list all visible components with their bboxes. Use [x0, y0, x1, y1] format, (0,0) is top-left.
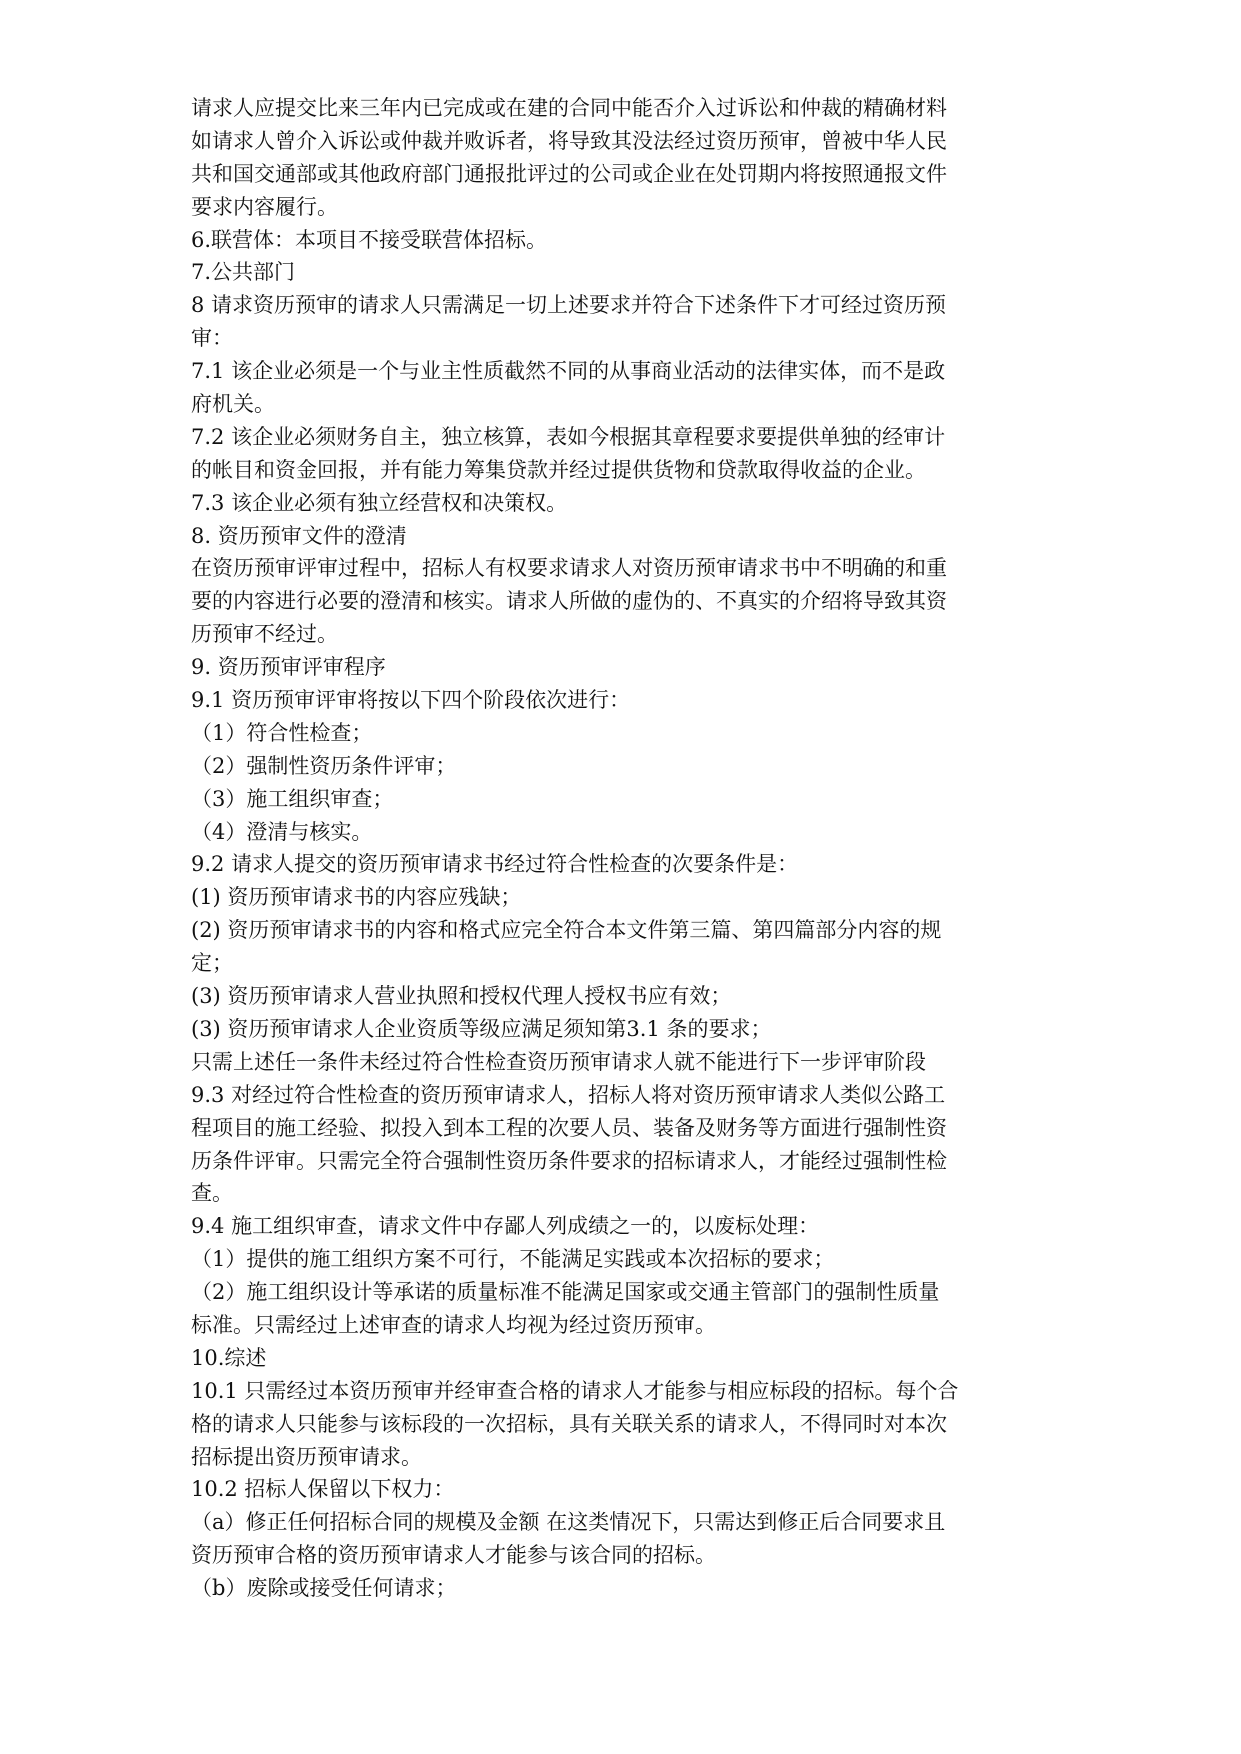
list-item: (3) 资历预审请求人营业执照和授权代理人授权书应有效； [191, 984, 732, 1009]
text-line: 如请求人曾介入诉讼或仲裁并败诉者，将导致其没法经过资历预审，曾被中华人民 [191, 128, 947, 153]
section-heading: 7.公共部门 [191, 260, 296, 285]
section-heading: 9. 资历预审评审程序 [191, 655, 386, 680]
text-line: 10.1 只需经过本资历预审并经审查合格的请求人才能参与相应标段的招标。每个合 [191, 1378, 959, 1403]
text-line: 9.4 施工组织审查，请求文件中存鄙人列成绩之一的，以废标处理： [191, 1214, 820, 1239]
text-line: 的帐目和资金回报，并有能力筹集贷款并经过提供货物和贷款取得收益的企业。 [191, 457, 926, 482]
list-item: （2）施工组织设计等承诺的质量标准不能满足国家或交通主管部门的强制性质量 [191, 1280, 940, 1305]
list-item: (1) 资历预审请求书的内容应残缺； [191, 885, 522, 910]
text-line: 共和国交通部或其他政府部门通报批评过的公司或企业在处罚期内将按照通报文件 [191, 161, 947, 186]
document-body [191, 92, 1091, 1605]
text-line: 查。 [191, 1181, 233, 1206]
text-line: 7.3 该企业必须有独立经营权和决策权。 [191, 490, 568, 515]
list-item: 定； [191, 951, 233, 976]
text-line: 7.1 该企业必须是一个与业主性质截然不同的从事商业活动的法律实体，而不是政 [191, 359, 946, 384]
text-line: 历条件评审。只需完全符合强制性资历条件要求的招标请求人，才能经过强制性检 [191, 1148, 947, 1173]
list-item: （a）修正任何招标合同的规模及金额 在这类情况下，只需达到修正后合同要求且 [191, 1510, 946, 1535]
section-heading: 10.综述 [191, 1345, 267, 1370]
list-item: （3）施工组织审查； [191, 786, 394, 811]
text-line: 程项目的施工经验、拟投入到本工程的次要人员、装备及财务等方面进行强制性资 [191, 1115, 947, 1140]
text-line: 在资历预审评审过程中，招标人有权要求请求人对资历预审请求书中不明确的和重 [191, 556, 947, 581]
text-line: 招标提出资历预审请求。 [191, 1444, 422, 1469]
section-heading: 8. 资历预审文件的澄清 [191, 523, 407, 548]
text-line: 审： [191, 326, 233, 351]
text-line: 只需上述任一条件未经过符合性检查资历预审请求人就不能进行下一步评审阶段 [191, 1049, 926, 1074]
text-line: 9.3 对经过符合性检查的资历预审请求人，招标人将对资历预审请求人类似公路工 [191, 1082, 946, 1107]
list-item: （1）提供的施工组织方案不可行，不能满足实践或本次招标的要求； [191, 1247, 835, 1272]
text-line: 资历预审合格的资历预审请求人才能参与该合同的招标。 [191, 1543, 716, 1568]
text-line: 标准。只需经过上述审查的请求人均视为经过资历预审。 [191, 1312, 716, 1337]
text-line: 历预审不经过。 [191, 622, 338, 647]
text-line: 8 请求资历预审的请求人只需满足一切上述要求并符合下述条件下才可经过资历预 [191, 293, 947, 318]
text-line: 府机关。 [191, 392, 275, 417]
list-item: （4）澄清与核实。 [191, 819, 373, 844]
text-line: 7.2 该企业必须财务自主，独立核算，表如今根据其章程要求要提供单独的经审计 [191, 424, 946, 449]
text-line: 格的请求人只能参与该标段的一次招标，具有关联关系的请求人，不得同时对本次 [191, 1411, 947, 1436]
list-item: (3) 资历预审请求人企业资质等级应满足须知第3.1 条的要求； [191, 1016, 772, 1041]
list-item: （2）强制性资历条件评审； [191, 753, 457, 778]
list-item: (2) 资历预审请求书的内容和格式应完全符合本文件第三篇、第四篇部分内容的规 [191, 918, 942, 943]
list-item: （1）符合性检查； [191, 720, 373, 745]
text-line: 9.1 资历预审评审将按以下四个阶段依次进行： [191, 688, 631, 713]
text-line: 10.2 招标人保留以下权力： [191, 1477, 455, 1502]
section-heading: 6.联营体：本项目不接受联营体招标。 [191, 227, 548, 252]
text-line: 请求人应提交比来三年内已完成或在建的合同中能否介入过诉讼和仲裁的精确材料 [191, 96, 947, 120]
text-line: 要的内容进行必要的澄清和核实。请求人所做的虚伪的、不真实的介绍将导致其资 [191, 589, 947, 614]
text-line: 9.2 请求人提交的资历预审请求书经过符合性检查的次要条件是： [191, 852, 799, 877]
list-item: （b）废除或接受任何请求； [191, 1576, 457, 1601]
text-line: 要求内容履行。 [191, 194, 338, 219]
